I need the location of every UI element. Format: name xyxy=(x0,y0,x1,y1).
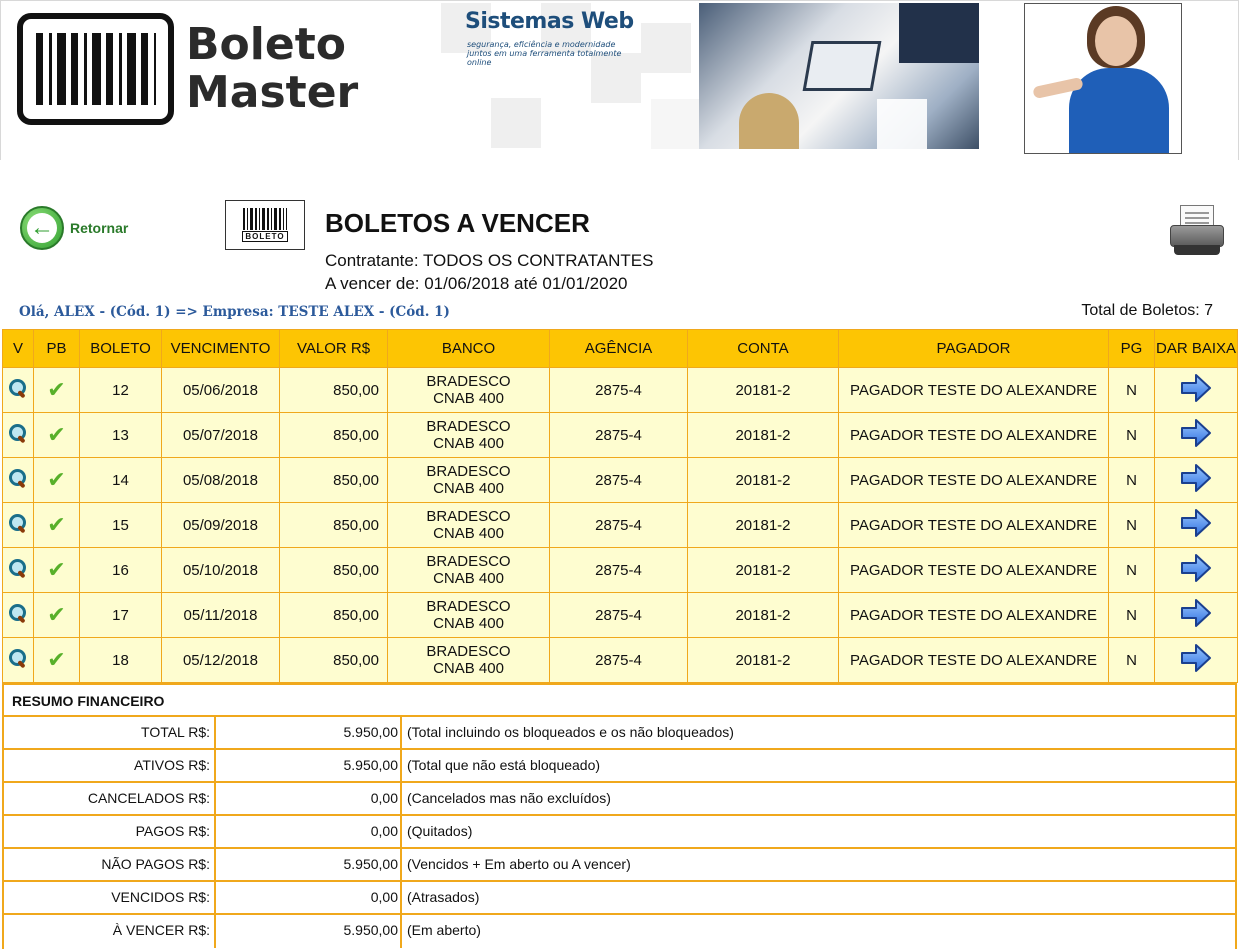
col-header-vencimento: VENCIMENTO xyxy=(162,330,280,368)
site-header xyxy=(0,0,1239,160)
payer: PAGADOR TESTE DO ALEXANDRE xyxy=(839,593,1109,638)
summary-description: (Vencidos + Em aberto ou A vencer) xyxy=(407,856,631,872)
view-cell xyxy=(3,368,34,413)
summary-description: (Total que não está bloqueado) xyxy=(407,757,601,773)
account: 20181-2 xyxy=(688,458,839,503)
logo-line-1: Boleto xyxy=(186,19,346,70)
bank-cell xyxy=(388,593,550,638)
account: 20181-2 xyxy=(688,593,839,638)
magnifier-icon[interactable] xyxy=(8,513,28,533)
agency: 2875-4 xyxy=(550,368,688,413)
col-header-v: V xyxy=(3,330,34,368)
bank-name: BRADESCO xyxy=(426,463,511,480)
logo-text xyxy=(186,21,358,117)
summary-value: 5.950,00 xyxy=(216,849,402,880)
bank-name: BRADESCO xyxy=(426,373,511,390)
printer-icon[interactable] xyxy=(1168,203,1226,257)
summary-row xyxy=(4,882,1235,915)
arrow-right-icon[interactable] xyxy=(1179,462,1213,494)
bank-layout: CNAB 400 xyxy=(433,615,504,632)
table-row xyxy=(3,593,1238,638)
amount: 850,00 xyxy=(280,593,388,638)
pb-cell xyxy=(34,413,80,458)
col-header-valor: VALOR R$ xyxy=(280,330,388,368)
arrow-right-icon[interactable] xyxy=(1179,507,1213,539)
view-cell xyxy=(3,638,34,683)
bank-layout: CNAB 400 xyxy=(433,480,504,497)
due-date: 05/12/2018 xyxy=(162,638,280,683)
bank-layout: CNAB 400 xyxy=(433,435,504,452)
amount: 850,00 xyxy=(280,638,388,683)
summary-value: 5.950,00 xyxy=(216,750,402,781)
checkmark-icon: ✔ xyxy=(47,466,66,492)
payer: PAGADOR TESTE DO ALEXANDRE xyxy=(839,503,1109,548)
account: 20181-2 xyxy=(688,368,839,413)
bank-name: BRADESCO xyxy=(426,643,511,660)
arrow-right-icon[interactable] xyxy=(1179,417,1213,449)
boleto-number: 15 xyxy=(80,503,162,548)
pb-cell xyxy=(34,638,80,683)
table-row xyxy=(3,458,1238,503)
boleto-number: 12 xyxy=(80,368,162,413)
back-label: Retornar xyxy=(70,220,129,236)
arrow-right-icon[interactable] xyxy=(1179,552,1213,584)
col-header-boleto: BOLETO xyxy=(80,330,162,368)
due-date: 05/08/2018 xyxy=(162,458,280,503)
partner-tagline: segurança, eficiência e modernidade juntos em uma ferramenta totalmente online xyxy=(467,40,622,67)
summary-label: VENCIDOS R$: xyxy=(4,882,216,913)
magnifier-icon[interactable] xyxy=(8,603,28,623)
boleto-barcode-icon: BOLETO xyxy=(225,200,305,250)
magnifier-icon[interactable] xyxy=(8,423,28,443)
summary-label: ATIVOS R$: xyxy=(4,750,216,781)
boleto-number: 14 xyxy=(80,458,162,503)
boleto-number: 18 xyxy=(80,638,162,683)
col-header-dar-baixa: DAR BAIXA xyxy=(1155,330,1238,368)
checkmark-icon: ✔ xyxy=(47,601,66,627)
account: 20181-2 xyxy=(688,548,839,593)
pb-cell xyxy=(34,368,80,413)
dar-baixa-cell xyxy=(1155,458,1238,503)
summary-row xyxy=(4,915,1235,948)
page-title: BOLETOS A VENCER xyxy=(325,208,590,238)
view-cell xyxy=(3,413,34,458)
payer: PAGADOR TESTE DO ALEXANDRE xyxy=(839,458,1109,503)
table-row xyxy=(3,413,1238,458)
due-date: 05/07/2018 xyxy=(162,413,280,458)
summary-value: 0,00 xyxy=(216,882,402,913)
dar-baixa-cell xyxy=(1155,413,1238,458)
user-greeting: Olá, ALEX - (Cód. 1) => Empresa: TESTE ALEX - (Cód. 1) xyxy=(19,304,450,320)
summary-label: CANCELADOS R$: xyxy=(4,783,216,814)
col-header-pg: PG xyxy=(1109,330,1155,368)
account: 20181-2 xyxy=(688,503,839,548)
bank-cell xyxy=(388,638,550,683)
agency: 2875-4 xyxy=(550,593,688,638)
view-cell xyxy=(3,548,34,593)
logo-line-2: Master xyxy=(186,67,359,118)
bank-cell xyxy=(388,413,550,458)
table-row xyxy=(3,368,1238,413)
summary-description: (Atrasados) xyxy=(407,889,480,905)
period-text: A vencer de: 01/06/2018 até 01/01/2020 xyxy=(325,274,628,293)
boleto-number: 13 xyxy=(80,413,162,458)
agency: 2875-4 xyxy=(550,413,688,458)
paid-flag: N xyxy=(1109,548,1155,593)
summary-title: RESUMO FINANCEIRO xyxy=(4,685,1235,717)
payer: PAGADOR TESTE DO ALEXANDRE xyxy=(839,638,1109,683)
bank-name: BRADESCO xyxy=(426,553,511,570)
dar-baixa-cell xyxy=(1155,503,1238,548)
checkmark-icon: ✔ xyxy=(47,376,66,402)
col-header-pagador: PAGADOR xyxy=(839,330,1109,368)
amount: 850,00 xyxy=(280,548,388,593)
bank-name: BRADESCO xyxy=(426,418,511,435)
payer: PAGADOR TESTE DO ALEXANDRE xyxy=(839,413,1109,458)
summary-row xyxy=(4,750,1235,783)
paid-flag: N xyxy=(1109,593,1155,638)
boleto-number: 17 xyxy=(80,593,162,638)
checkmark-icon: ✔ xyxy=(47,421,66,447)
table-header xyxy=(3,330,1238,368)
bank-cell xyxy=(388,458,550,503)
due-date: 05/09/2018 xyxy=(162,503,280,548)
paid-flag: N xyxy=(1109,368,1155,413)
magnifier-icon[interactable] xyxy=(8,648,28,668)
summary-value: 5.950,00 xyxy=(216,915,402,948)
bank-layout: CNAB 400 xyxy=(433,660,504,677)
paid-flag: N xyxy=(1109,458,1155,503)
bank-layout: CNAB 400 xyxy=(433,525,504,542)
summary-description: (Cancelados mas não excluídos) xyxy=(407,790,611,806)
account: 20181-2 xyxy=(688,413,839,458)
office-photo xyxy=(699,3,979,149)
payer: PAGADOR TESTE DO ALEXANDRE xyxy=(839,548,1109,593)
financial-summary xyxy=(2,683,1237,949)
summary-label: À VENCER R$: xyxy=(4,915,216,948)
col-header-agencia: AGÊNCIA xyxy=(550,330,688,368)
paid-flag: N xyxy=(1109,503,1155,548)
barcode-logo-icon xyxy=(17,13,174,125)
checkmark-icon: ✔ xyxy=(47,646,66,672)
summary-value: 0,00 xyxy=(216,816,402,847)
magnifier-icon[interactable] xyxy=(8,558,28,578)
summary-row xyxy=(4,783,1235,816)
summary-row xyxy=(4,816,1235,849)
summary-value: 0,00 xyxy=(216,783,402,814)
summary-label: TOTAL R$: xyxy=(4,717,216,748)
amount: 850,00 xyxy=(280,458,388,503)
bank-name: BRADESCO xyxy=(426,598,511,615)
summary-row xyxy=(4,849,1235,882)
sistemas-web-banner xyxy=(441,3,981,149)
table-row xyxy=(3,503,1238,548)
checkmark-icon: ✔ xyxy=(47,556,66,582)
summary-description: (Total incluindo os bloqueados e os não bloqueados) xyxy=(407,724,734,740)
agency: 2875-4 xyxy=(550,548,688,593)
amount: 850,00 xyxy=(280,413,388,458)
paid-flag: N xyxy=(1109,413,1155,458)
payer: PAGADOR TESTE DO ALEXANDRE xyxy=(839,368,1109,413)
paid-flag: N xyxy=(1109,638,1155,683)
arrow-right-icon[interactable] xyxy=(1179,642,1213,674)
due-date: 05/11/2018 xyxy=(162,593,280,638)
pb-cell xyxy=(34,503,80,548)
back-arrow-icon: ← xyxy=(20,206,64,250)
arrow-right-icon[interactable] xyxy=(1179,372,1213,404)
bank-layout: CNAB 400 xyxy=(433,390,504,407)
pb-cell xyxy=(34,458,80,503)
agency: 2875-4 xyxy=(550,638,688,683)
agency: 2875-4 xyxy=(550,458,688,503)
magnifier-icon[interactable] xyxy=(8,468,28,488)
summary-description: (Em aberto) xyxy=(407,922,481,938)
agency: 2875-4 xyxy=(550,503,688,548)
view-cell xyxy=(3,593,34,638)
dar-baixa-cell xyxy=(1155,593,1238,638)
amount: 850,00 xyxy=(280,368,388,413)
dar-baixa-cell xyxy=(1155,548,1238,593)
view-cell xyxy=(3,503,34,548)
bank-layout: CNAB 400 xyxy=(433,570,504,587)
boletos-table xyxy=(2,329,1238,683)
bank-name: BRADESCO xyxy=(426,508,511,525)
magnifier-icon[interactable] xyxy=(8,378,28,398)
summary-label: PAGOS R$: xyxy=(4,816,216,847)
pb-cell xyxy=(34,548,80,593)
support-agent-photo xyxy=(1024,3,1182,154)
due-date: 05/10/2018 xyxy=(162,548,280,593)
summary-label: NÃO PAGOS R$: xyxy=(4,849,216,880)
checkmark-icon: ✔ xyxy=(47,511,66,537)
dar-baixa-cell xyxy=(1155,638,1238,683)
arrow-right-icon[interactable] xyxy=(1179,597,1213,629)
dar-baixa-cell xyxy=(1155,368,1238,413)
pb-cell xyxy=(34,593,80,638)
boleto-master-logo xyxy=(17,13,358,125)
table-row xyxy=(3,638,1238,683)
summary-row xyxy=(4,717,1235,750)
bank-cell xyxy=(388,503,550,548)
contractor-text: Contratante: TODOS OS CONTRATANTES xyxy=(325,251,654,270)
back-button[interactable] xyxy=(20,206,128,250)
col-header-pb: PB xyxy=(34,330,80,368)
table-row xyxy=(3,548,1238,593)
view-cell xyxy=(3,458,34,503)
bank-cell xyxy=(388,368,550,413)
due-date: 05/06/2018 xyxy=(162,368,280,413)
summary-description: (Quitados) xyxy=(407,823,473,839)
col-header-banco: BANCO xyxy=(388,330,550,368)
account: 20181-2 xyxy=(688,638,839,683)
boleto-number: 16 xyxy=(80,548,162,593)
col-header-conta: CONTA xyxy=(688,330,839,368)
total-boletos: Total de Boletos: 7 xyxy=(1081,302,1213,319)
summary-value: 5.950,00 xyxy=(216,717,402,748)
bank-cell xyxy=(388,548,550,593)
amount: 850,00 xyxy=(280,503,388,548)
partner-title: Sistemas Web xyxy=(465,9,634,34)
